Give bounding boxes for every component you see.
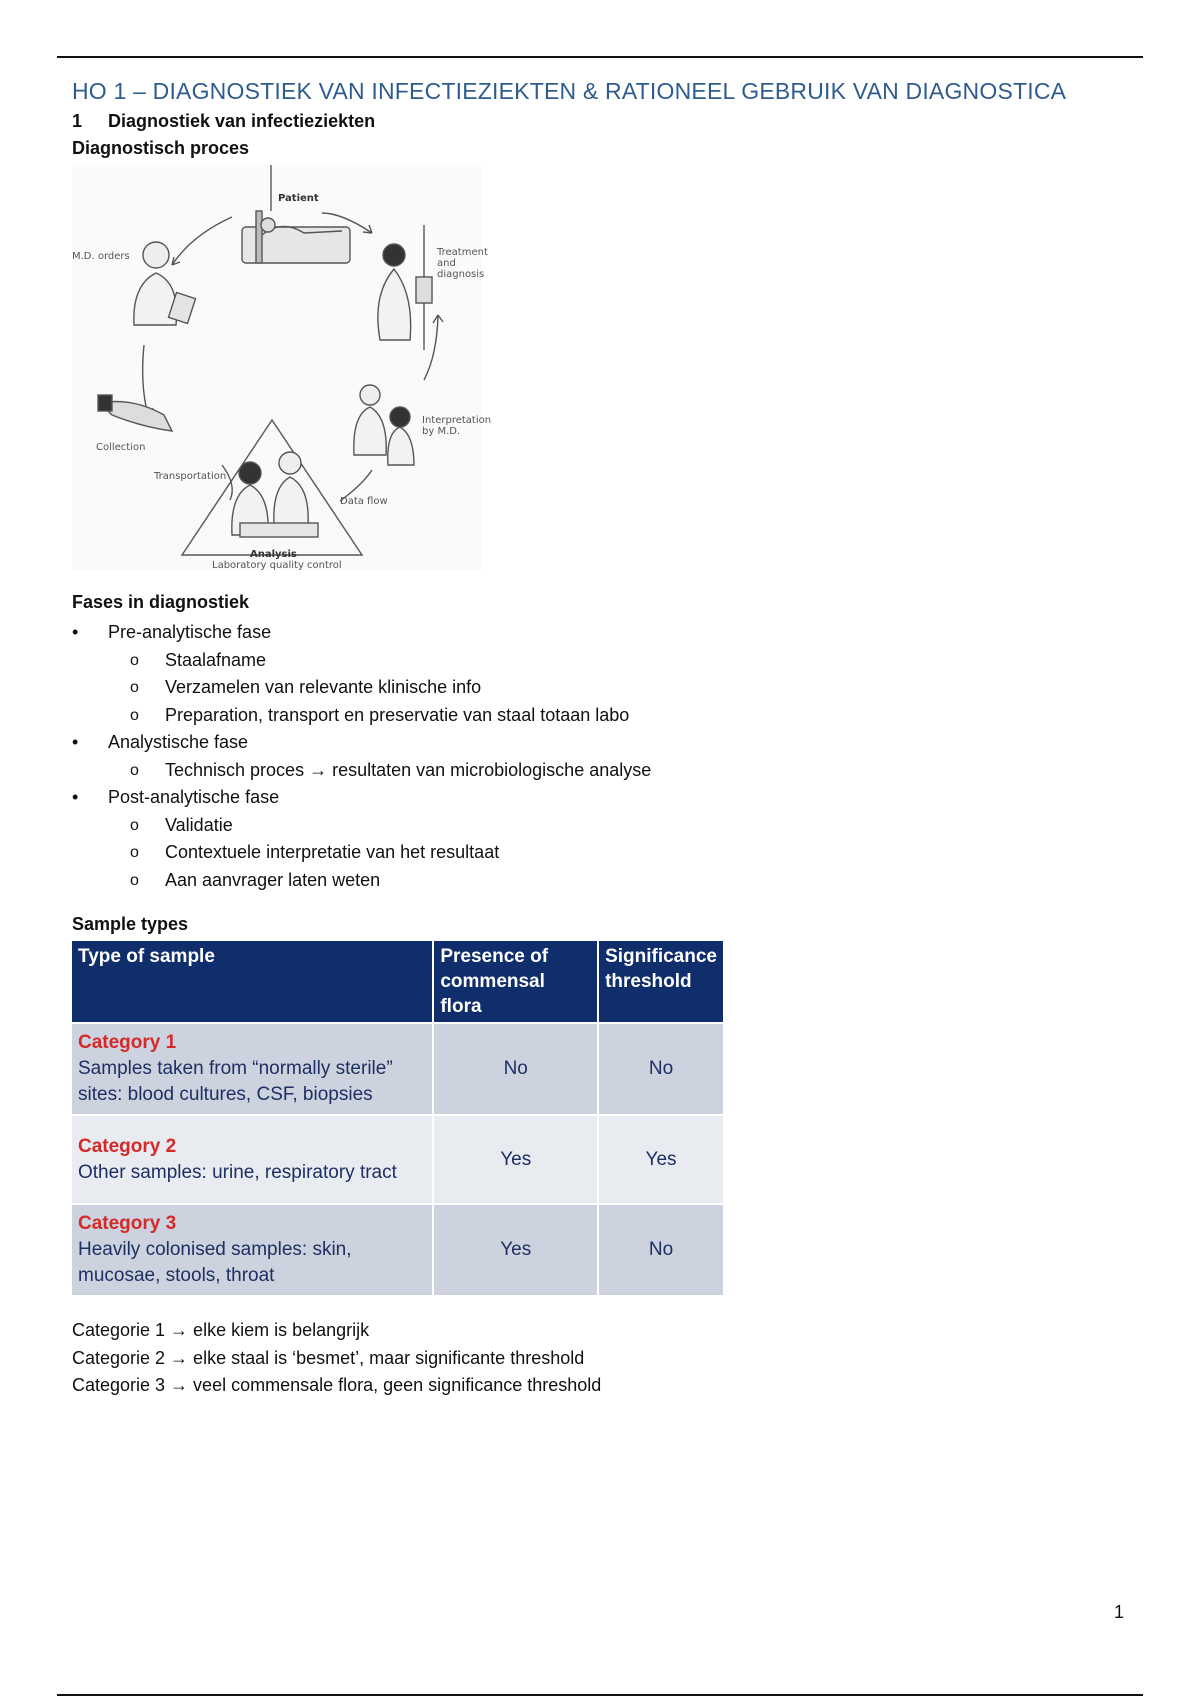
section-heading (72, 111, 1132, 132)
label-and: and (437, 258, 456, 269)
phase-subitem: o Validatie (108, 812, 1132, 840)
category-label: Category 3 (78, 1213, 177, 1234)
column-header-flora: Presence of commensal flora (433, 941, 598, 1023)
label-data-flow: Data flow (340, 496, 388, 507)
note-line: Categorie 3 → veel commensale flora, geen significance threshold (72, 1375, 602, 1395)
label-md-orders: M.D. orders (72, 251, 130, 262)
label-transportation: Transportation (154, 471, 227, 482)
label-treatment: Treatment (437, 247, 488, 258)
phase-subitem: o Technisch proces → resultaten van microbiologische analyse (108, 757, 1132, 785)
sample-type-cell (72, 1023, 433, 1115)
note-line: Categorie 1 → elke kiem is belangrijk (72, 1320, 370, 1340)
phase-label: Pre-analytische fase (108, 622, 272, 642)
category-notes (72, 1317, 1132, 1400)
phase-sublist (108, 647, 1132, 730)
diagnostic-process-heading: Diagnostisch proces (72, 138, 250, 158)
label-patient: Patient (278, 193, 319, 204)
commensal-flora-cell: Yes (433, 1115, 598, 1204)
footer-rule (57, 1694, 1143, 1696)
label-diagnosis: diagnosis (437, 269, 485, 280)
label-quality-control: Laboratory quality control (212, 560, 342, 571)
phases-heading: Fases in diagnostiek (72, 592, 250, 612)
label-analysis: Analysis (250, 549, 297, 560)
phase-subitem: o Aan aanvrager laten weten (108, 867, 1132, 895)
phase-sublist (108, 812, 1132, 895)
category-label: Category 1 (78, 1032, 177, 1053)
sample-type-cell (72, 1115, 433, 1204)
table-row (72, 1204, 723, 1295)
section-number: 1 (72, 111, 83, 131)
document-body (72, 78, 1132, 1400)
table-row (72, 1115, 723, 1204)
phase-subitem: o Contextuele interpretatie van het resultaat (108, 839, 1132, 867)
phase-subitem: o Staalafname (108, 647, 1132, 675)
label-collection: Collection (96, 442, 146, 453)
threshold-cell: No (598, 1023, 723, 1115)
phase-label: Analystische fase (108, 732, 249, 752)
diagnostic-cycle-illustration (72, 165, 492, 571)
phase-subitem: o Verzamelen van relevante klinische info (108, 674, 1132, 702)
sample-types-heading: Sample types (72, 914, 189, 934)
section-title: Diagnostiek van infectieziekten (108, 111, 376, 131)
phase-item (72, 619, 1132, 729)
commensal-flora-cell: Yes (433, 1204, 598, 1295)
table-header-row (72, 941, 723, 1023)
phase-sublist (108, 757, 1132, 785)
phases-list (72, 619, 1132, 894)
phase-item (72, 729, 1132, 784)
threshold-cell: No (598, 1204, 723, 1295)
sample-types-table (72, 941, 723, 1295)
label-by-md: by M.D. (422, 426, 461, 437)
category-label: Category 2 (78, 1135, 177, 1157)
category-description: Other samples: urine, respiratory tract (78, 1161, 397, 1183)
threshold-cell: Yes (598, 1115, 723, 1204)
sample-type-cell (72, 1204, 433, 1295)
page-number: 1 (1114, 1602, 1125, 1622)
phase-label: Post-analytische fase (108, 787, 280, 807)
label-interpretation: Interpretation (422, 415, 492, 426)
header-rule (57, 56, 1143, 58)
phase-subitem: o Preparation, transport en preservatie van staal totaan labo (108, 702, 1132, 730)
commensal-flora-cell: No (433, 1023, 598, 1115)
table-row (72, 1023, 723, 1115)
column-header-threshold: Significance threshold (598, 941, 723, 1023)
category-description: Samples taken from “normally sterile” sites: blood cultures, CSF, biopsies (78, 1058, 393, 1105)
document-title: HO 1 – DIAGNOSTIEK VAN INFECTIEZIEKTEN & RATIONEEL GEBRUIK VAN DIAGNOSTICA (72, 78, 1067, 104)
category-description: Heavily colonised samples: skin, mucosae, stools, throat (78, 1239, 352, 1286)
column-header-type: Type of sample (72, 941, 433, 1023)
phase-item (72, 784, 1132, 894)
note-line: Categorie 2 → elke staal is ‘besmet’, maar significante threshold (72, 1347, 585, 1368)
